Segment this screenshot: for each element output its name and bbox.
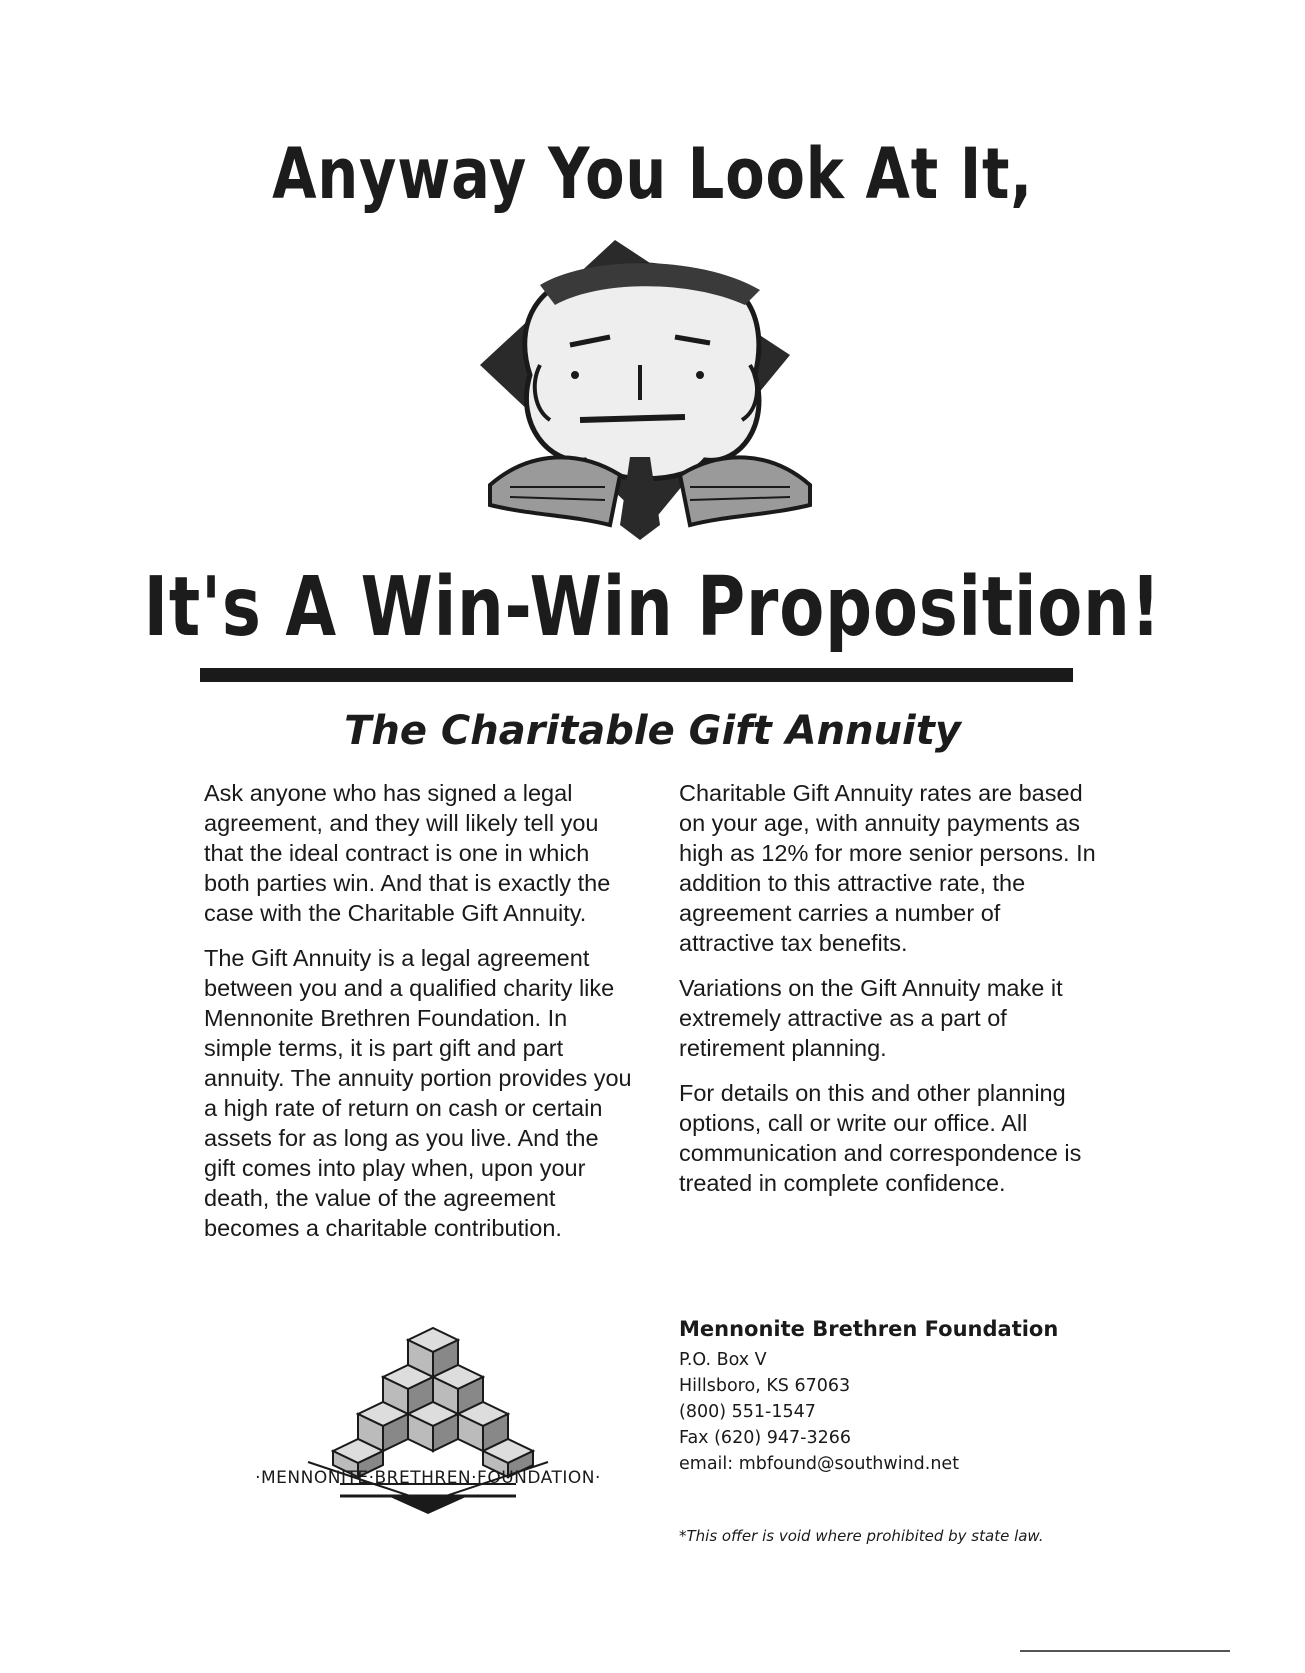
phone: (800) 551-1547 [679, 1402, 816, 1422]
right-column [679, 778, 1099, 1213]
city: Hillsboro, KS 67063 [679, 1376, 851, 1396]
disclaimer: *This offer is void where prohibited by state law. [679, 1527, 1044, 1545]
foundation-logo [228, 1322, 628, 1522]
paragraph: Ask anyone who has signed a legal agreement, and they will likely tell you that the ideal contract is one in which both parties win. And that is exactly the case with the Charitable Gift Annuity. [204, 780, 611, 926]
paragraph: For details on this and other planning options, call or write our office. All communication and correspondence is treated in complete confidence. [679, 1080, 1082, 1196]
left-column [204, 778, 634, 1258]
subtitle: The Charitable Gift Annuity [344, 708, 961, 754]
org-name: Mennonite Brethren Foundation [679, 1317, 1059, 1341]
fax: Fax (620) 947-3266 [679, 1428, 851, 1448]
email: email: mbfound@southwind.net [679, 1454, 960, 1474]
contact-block [679, 1317, 1099, 1477]
paragraph: Charitable Gift Annuity rates are based on your age, with annuity payments as high as 12% for more senior persons. In addition to this attractive rate, the agreement carries a number of attractive tax benefits. [679, 780, 1096, 956]
bottom-rule [1020, 1650, 1230, 1652]
paragraph: Variations on the Gift Annuity make it extremely attractive as a part of retirement planning. [679, 975, 1063, 1061]
stacked-cubes-icon [228, 1322, 628, 1522]
divider-rule [200, 668, 1073, 682]
logo-wordmark: ·MENNONITE·BRETHREN·FOUNDATION· [255, 1468, 601, 1488]
po-box: P.O. Box V [679, 1350, 767, 1370]
headline-top: Anyway You Look At It, [272, 133, 1033, 215]
mascot-illustration [470, 225, 830, 545]
paragraph: The Gift Annuity is a legal agreement between you and a qualified charity like Mennonite Brethren Foundation. In simple terms, it is part gift and part annuity. The annuity portion provides you a high rate of return on cash or certain assets for as long as you live. And the gift comes into play when, upon your death, the value of the agreement becomes a charitable contribution. [204, 945, 632, 1241]
headline-bottom: It's A Win-Win Proposition! [143, 560, 1162, 655]
